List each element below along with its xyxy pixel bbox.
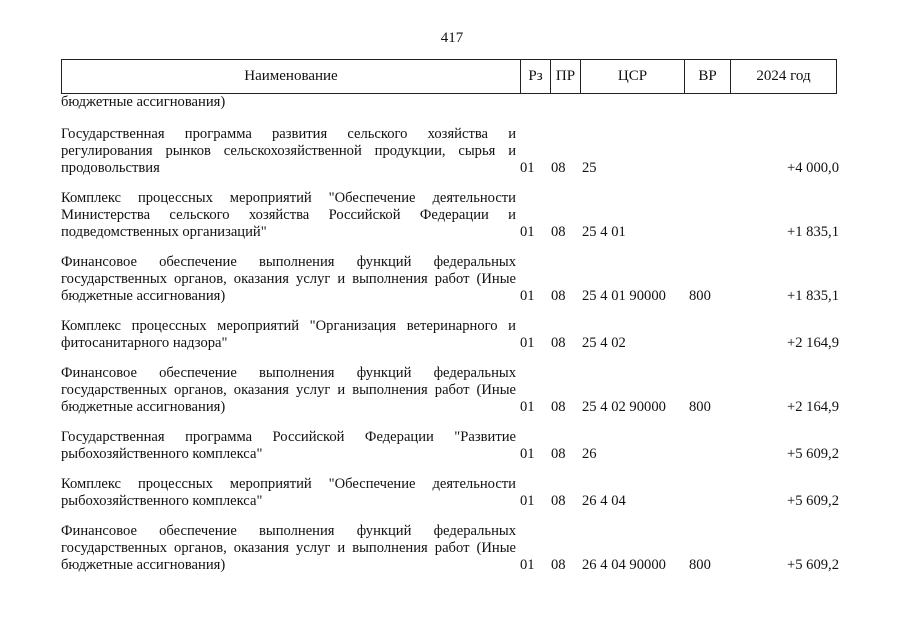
row-pr: 08 [551,335,566,351]
row-pr: 08 [551,160,566,176]
row-csr: 26 [582,446,597,462]
row-amount: +5 609,2 [786,493,839,509]
page-number: 417 [440,30,464,46]
table-row [61,190,839,241]
table-row [61,318,839,352]
row-name: Комплекс процессных мероприятий "Обеспечение деятельности рыбохозяйственного комплекса" [61,476,516,509]
row-csr: 26 4 04 90000 [582,557,666,573]
header-name: Наименование [62,60,521,93]
row-amount: +5 609,2 [786,446,839,462]
table-header [61,59,837,94]
row-name: Комплекс процессных мероприятий "Обеспечение деятельности Министерства сельского хозяйства Российской Федерации и подведомственных организаций" [61,190,516,240]
row-csr: 26 4 04 [582,493,626,509]
row-pr: 08 [551,288,566,304]
table-row [61,476,839,510]
header-rz: Рз [521,60,551,93]
row-csr: 25 4 01 90000 [582,288,666,304]
row-amount: +5 609,2 [786,557,839,573]
table-row [61,523,839,574]
row-name: бюджетные ассигнования) [61,94,226,110]
header-vr: ВР [685,60,731,93]
row-pr: 08 [551,399,566,415]
table-row [61,365,839,416]
table-row [61,254,839,305]
row-name: Финансовое обеспечение выполнения функций федеральных государственных органов, оказания услуг и выполнения работ (Иные бюджетные ассигнования) [61,365,516,415]
row-vr: 800 [689,557,711,573]
row-pr: 08 [551,557,566,573]
row-name: Финансовое обеспечение выполнения функций федеральных государственных органов, оказания услуг и выполнения работ (Иные бюджетные ассигнования) [61,254,516,304]
row-amount: +2 164,9 [786,399,839,415]
row-pr: 08 [551,446,566,462]
row-name: Финансовое обеспечение выполнения функций федеральных государственных органов, оказания услуг и выполнения работ (Иные бюджетные ассигнования) [61,523,516,573]
header-csr: ЦСР [581,60,685,93]
table-row [61,126,839,177]
row-vr: 800 [689,399,711,415]
table-row [61,429,839,463]
header-year: 2024 год [756,68,811,84]
row-csr: 25 4 02 [582,335,626,351]
row-rz: 01 [520,557,535,573]
row-rz: 01 [520,288,535,304]
row-rz: 01 [520,160,535,176]
table-body [61,94,839,574]
row-name: Государственная программа развития сельского хозяйства и регулирования рынков сельскохозяйственной продукции, сырья и продовольствия [61,126,516,176]
row-csr: 25 4 01 [582,224,626,240]
row-name: Комплекс процессных мероприятий "Организация ветеринарного и фитосанитарного надзора" [61,318,516,351]
row-rz: 01 [520,399,535,415]
row-amount: +1 835,1 [786,288,839,304]
table-row [61,94,839,111]
row-rz: 01 [520,224,535,240]
row-name: Государственная программа Российской Федерации "Развитие рыбохозяйственного комплекса" [61,429,516,462]
row-pr: 08 [551,224,566,240]
row-rz: 01 [520,493,535,509]
row-pr: 08 [551,493,566,509]
row-rz: 01 [520,446,535,462]
row-amount: +1 835,1 [786,224,839,240]
header-pr: ПР [551,60,581,93]
row-amount: +2 164,9 [786,335,839,351]
row-csr: 25 4 02 90000 [582,399,666,415]
row-vr: 800 [689,288,711,304]
row-rz: 01 [520,335,535,351]
row-csr: 25 [582,160,597,176]
row-amount: +4 000,0 [786,160,839,176]
